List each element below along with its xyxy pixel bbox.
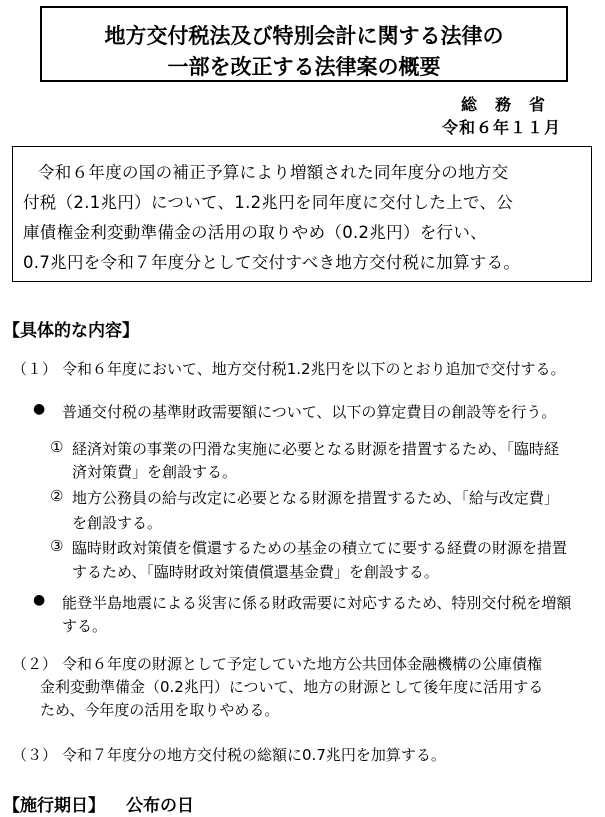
title-box: [40, 6, 568, 82]
bullet-1-text: 普通交付税の基準財政需要額について、以下の算定費目の創設等を行う。: [62, 403, 557, 421]
subitem-3-line-2: するため、「臨時財政対策債償還基金費」を創設する。: [72, 563, 439, 581]
bullet-icon: ●: [33, 401, 46, 417]
bullet-2-line-2: する。: [62, 617, 108, 635]
summary-line: 0.7兆円を令和７年度分として交付すべき地方交付税に加算する。: [23, 253, 521, 272]
details-heading: 【具体的な内容】: [3, 321, 139, 341]
item2-number: （２）: [12, 655, 58, 673]
bullet-icon: ●: [33, 592, 46, 608]
item3-text: 令和７年度分の地方交付税の総額に0.7兆円を加算する。: [62, 746, 446, 764]
item2-line-3: ため、今年度の活用を取りやめる。: [40, 701, 280, 719]
issue-date: 令和６年１１月: [441, 118, 561, 137]
document-title-line-2: 一部を改正する法律案の概要: [167, 55, 441, 79]
issuer: 総務省: [460, 95, 563, 114]
item1-number: （１）: [12, 360, 58, 378]
subitem-1-marker: ①: [50, 438, 64, 456]
bullet-2-line-1: 能登半島地震による災害に係る財政需要に対応するため、特別交付税を増額: [62, 594, 572, 612]
subitem-2-line-1: 地方公務員の給与改定に必要となる財源を措置するため、「給与改定費」: [72, 489, 559, 507]
subitem-2-marker: ②: [50, 487, 64, 505]
subitem-3-marker: ③: [50, 537, 64, 555]
summary-line: 付税（2.1兆円）について、1.2兆円を同年度に交付した上で、公: [23, 193, 514, 212]
item2-line-2: 金利変動準備金（0.2兆円）について、地方の財源として後年度に活用する: [40, 678, 544, 696]
subitem-2-line-2: を創設する。: [72, 514, 163, 532]
subitem-1-line-1: 経済対策の事業の円滑な実施に必要となる財源を措置するため、「臨時経: [72, 440, 559, 458]
summary-line: 庫債権金利変動準備金の活用の取りやめ（0.2兆円）を行い、: [23, 223, 487, 242]
document-title-line-1: 地方交付税法及び特別会計に関する法律の: [104, 24, 504, 48]
item1-text: 令和６年度において、地方交付税1.2兆円を以下のとおり追加で交付する。: [62, 360, 566, 378]
item3-number: （３）: [12, 746, 58, 764]
summary-line: 令和６年度の国の補正予算により増額された同年度分の地方交: [38, 163, 509, 182]
effective-date-heading: 【施行期日】: [3, 796, 105, 816]
subitem-1-line-2: 済対策費」を創設する。: [72, 463, 238, 481]
item2-line-1: 令和６年度の財源として予定していた地方公共団体金融機構の公庫債権: [62, 655, 543, 673]
effective-date-value: 公布の日: [126, 796, 194, 816]
summary-box: [12, 146, 592, 282]
subitem-3-line-1: 臨時財政対策債を償還するための基金の積立てに要する経費の財源を措置: [72, 539, 568, 557]
